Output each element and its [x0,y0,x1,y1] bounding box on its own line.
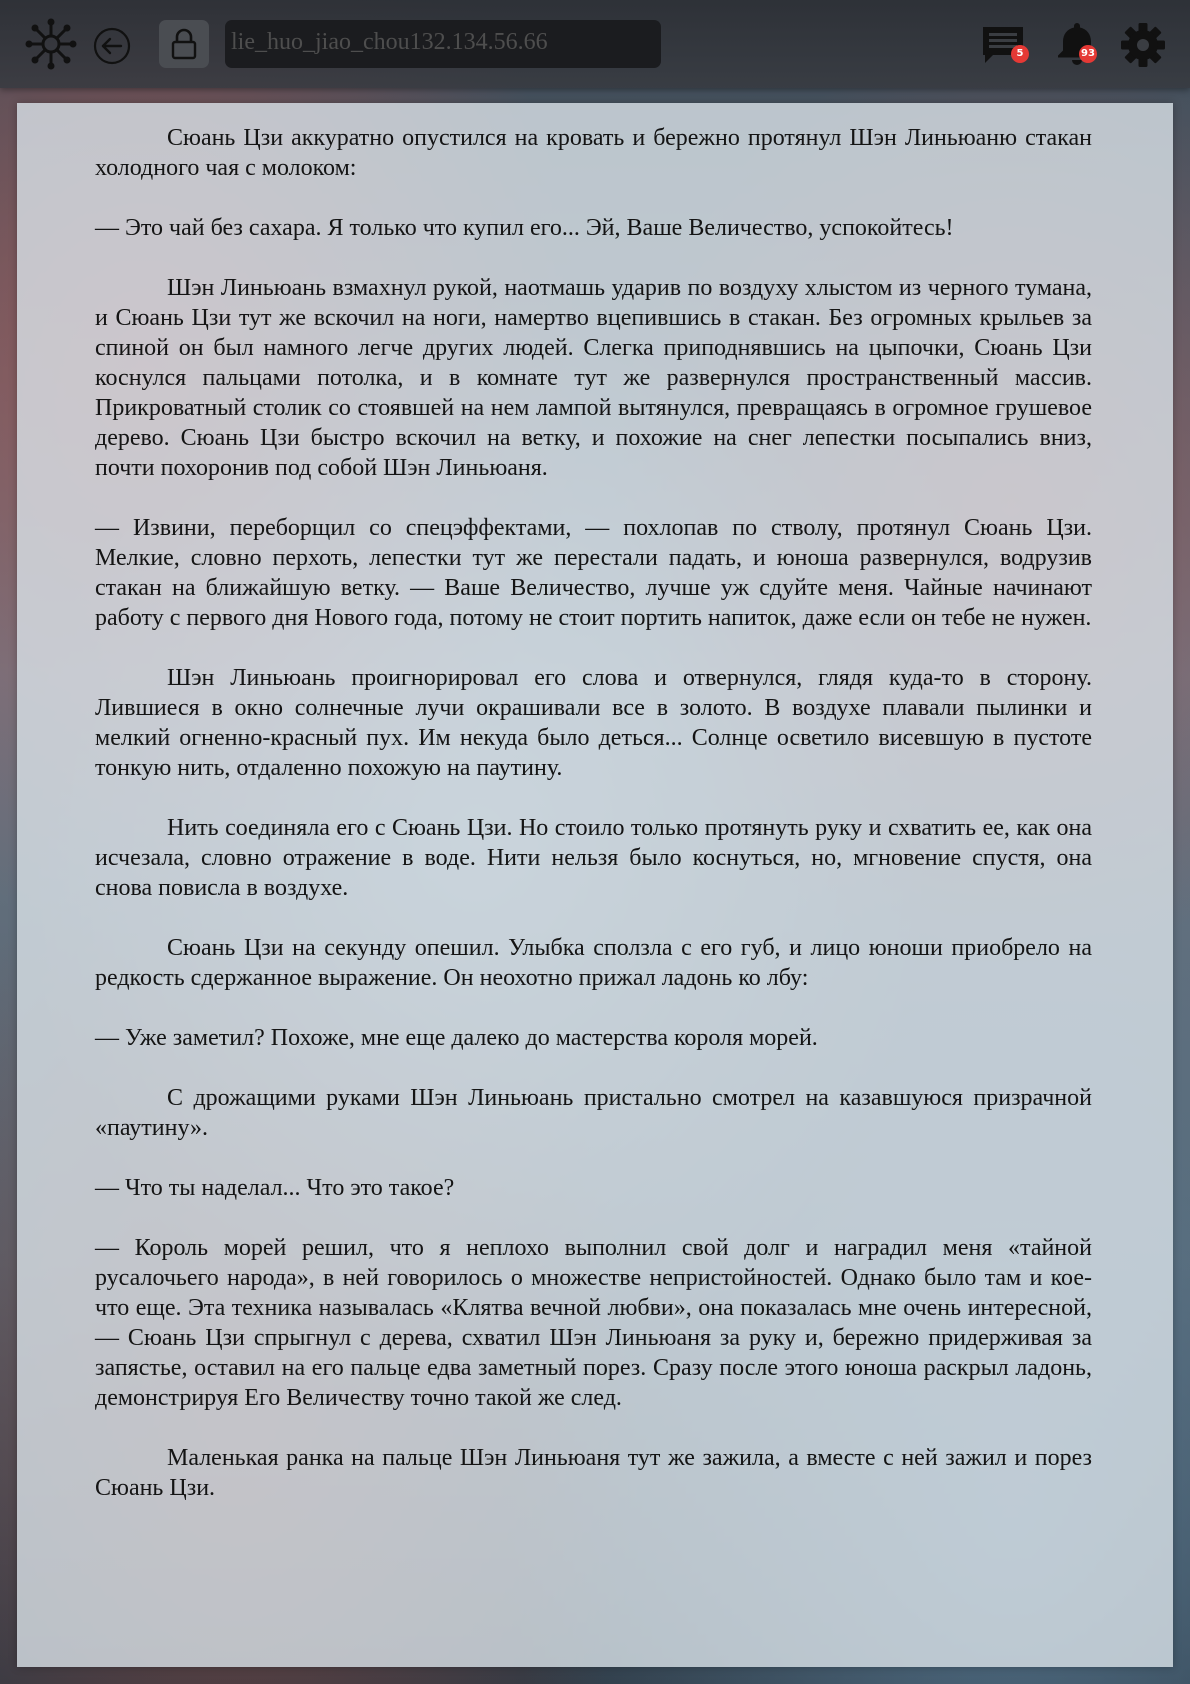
lock-button[interactable] [159,20,209,68]
paragraph: — Уже заметил? Похоже, мне еще далеко до мастерства короля морей. [95,1025,818,1051]
paragraph: — Король морей решил, что я неплохо выполнил свой долг и наградил меня «тайной русалочьего народа», в ней говорилось о множестве непристойностей. Однако было там и кое-что еще. Эта техника называлась «Клятва вечной любви», она показалась мне очень интересной, — Сюань Цзи спрыгнул с дерева, схватил Шэн Линьюаня за руку и, бережно придерживая за запястье, оставил на его пальце едва заметный порез. Сразу после этого юноша раскрыл ладонь, демонстрируя Его Величеству точно такой же след. [95,1235,1092,1411]
reading-panel[interactable] [17,103,1173,1667]
messages-badge: 5 [1011,45,1029,63]
top-bar [0,0,1190,88]
lock-icon [169,28,199,60]
paragraph: Шэн Линьюань проигнорировал его слова и отвернулся, глядя куда-то в сторону. Лившиеся в окно солнечные лучи окрашивали все в золото. В воздухе плавали пылинки и мелкий огненно-красный пух. Им некуда было деться... Солнце осветило висевшую в пустоте тонкую нить, отдаленно похожую на паутину. [95,665,1092,781]
paragraph: — Извини, переборщил со спецэффектами, — похлопав по стволу, протянул Сюань Цзи. Мелкие, словно перхоть, лепестки тут же перестали падать, и юноша развернулся, водрузив стакан на ближайшую ветку. — Ваше Величество, лучше уж сдуйте меня. Чайные начинают работу с первого дня Нового года, потому не стоит портить напиток, даже если он тебе не нужен. [95,515,1092,631]
notifications-badge: 93 [1079,45,1097,63]
paragraph: Шэн Линьюань взмахнул рукой, наотмашь ударив по воздуху хлыстом из черного тумана, и Сюань Цзи тут же вскочил на ноги, намертво вцепившись в стакан. Без огромных крыльев за спиной он был намного легче других людей. Слегка приподнявшись на цыпочки, Сюань Цзи коснулся пальцами потолка, и в комнате тут же развернулся пространственный массив. Прикроватный столик со стоявшей на нем лампой вытянулся, превращаясь в огромное грушевое дерево. Сюань Цзи быстро вскочил на ветку, и похожие на снег лепестки посыпались вниз, почти похоронив под собой Шэн Линьюаня. [95,275,1092,481]
paragraph: — Это чай без сахара. Я только что купил его... Эй, Ваше Величество, успокойтесь! [95,215,954,241]
arrow-left-circle-icon[interactable] [92,26,132,66]
paragraph: Маленькая ранка на пальце Шэн Линьюаня тут же зажила, а вместе с ней зажил и порез Сюань Цзи. [95,1445,1092,1501]
chapter-text [95,123,1094,1533]
paragraph: С дрожащими руками Шэн Линьюань пристально смотрел на казавшуюся призрачной «паутину». [95,1085,1092,1141]
address-field[interactable]: lie_huo_jiao_chou132.134.56.66 [225,20,661,68]
paragraph: Нить соединяла его с Сюань Цзи. Но стоило только протянуть руку и схватить ее, как она исчезала, словно отражение в воде. Нити нельзя было коснуться, но, мгновение спустя, она снова повисла в воздухе. [95,815,1092,901]
hub-network-icon[interactable] [24,17,78,71]
paragraph: Сюань Цзи аккуратно опустился на кровать и бережно протянул Шэн Линьюаню стакан холодного чая с молоком: [95,125,1092,181]
gear-icon[interactable] [1120,22,1166,68]
paragraph: Сюань Цзи на секунду опешил. Улыбка сползла с его губ, и лицо юноши приобрело на редкость сдержанное выражение. Он неохотно прижал ладонь ко лбу: [95,935,1092,991]
paragraph: — Что ты наделал... Что это такое? [95,1175,455,1201]
